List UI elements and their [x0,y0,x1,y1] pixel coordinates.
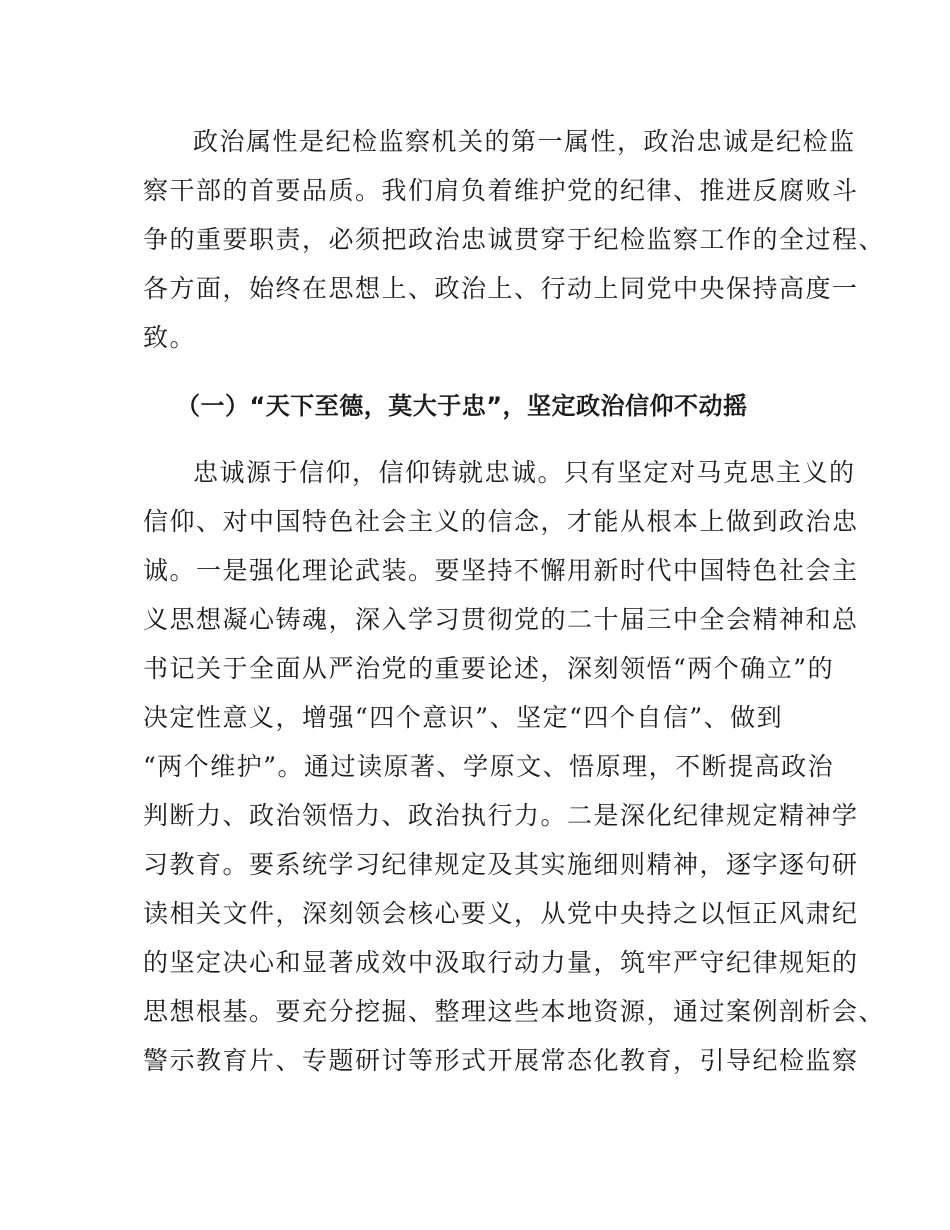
intro-line-4: 各方面，始终在思想上、政治上、行动上同党中央保持高度一 [143,274,859,303]
body-line-5: 书记关于全面从严治党的重要论述，深刻领悟“两个确立”的 [143,654,835,683]
body-line-9: 习教育。要系统学习纪律规定及其实施细则精神，逐字逐句研 [143,850,859,879]
intro-line-3: 争的重要职责，必须把政治忠诚贯穿于纪检监察工作的全过程、 [143,225,886,254]
body-line-8: 判断力、政治领悟力、政治执行力。二是深化纪律规定精神学 [143,801,859,830]
body-line-11: 的坚定决心和显著成效中汲取行动力量，筑牢严守纪律规矩的 [143,948,859,977]
body-line-12: 思想根基。要充分挖掘、整理这些本地资源，通过案例剖析会、 [143,997,886,1026]
body-line-7: “两个维护”。通过读原著、学原文、悟原理，不断提高政治 [143,752,835,781]
body-line-13: 警示教育片、专题研讨等形式开展常态化教育，引导纪检监察 [143,1046,859,1075]
body-line-6: 决定性意义，增强“四个意识”、坚定“四个自信”、做到 [143,703,784,732]
intro-line-1: 政治属性是纪检监察机关的第一属性，政治忠诚是纪检监 [193,127,856,156]
body-line-4: 义思想凝心铸魂，深入学习贯彻党的二十届三中全会精神和总 [143,605,859,634]
body-line-2: 信仰、对中国特色社会主义的信念，才能从根本上做到政治忠 [143,507,859,536]
section-heading: （一）“天下至德，莫大于忠”，坚定政治信仰不动摇 [176,392,748,420]
body-line-3: 诚。一是强化理论武装。要坚持不懈用新时代中国特色社会主 [143,556,859,585]
body-line-1: 忠诚源于信仰，信仰铸就忠诚。只有坚定对马克思主义的 [193,458,856,487]
intro-line-2: 察干部的首要品质。我们肩负着维护党的纪律、推进反腐败斗 [143,176,859,205]
body-line-10: 读相关文件，深刻领会核心要义，从党中央持之以恒正风肃纪 [143,899,859,928]
intro-line-5: 致。 [143,323,197,352]
